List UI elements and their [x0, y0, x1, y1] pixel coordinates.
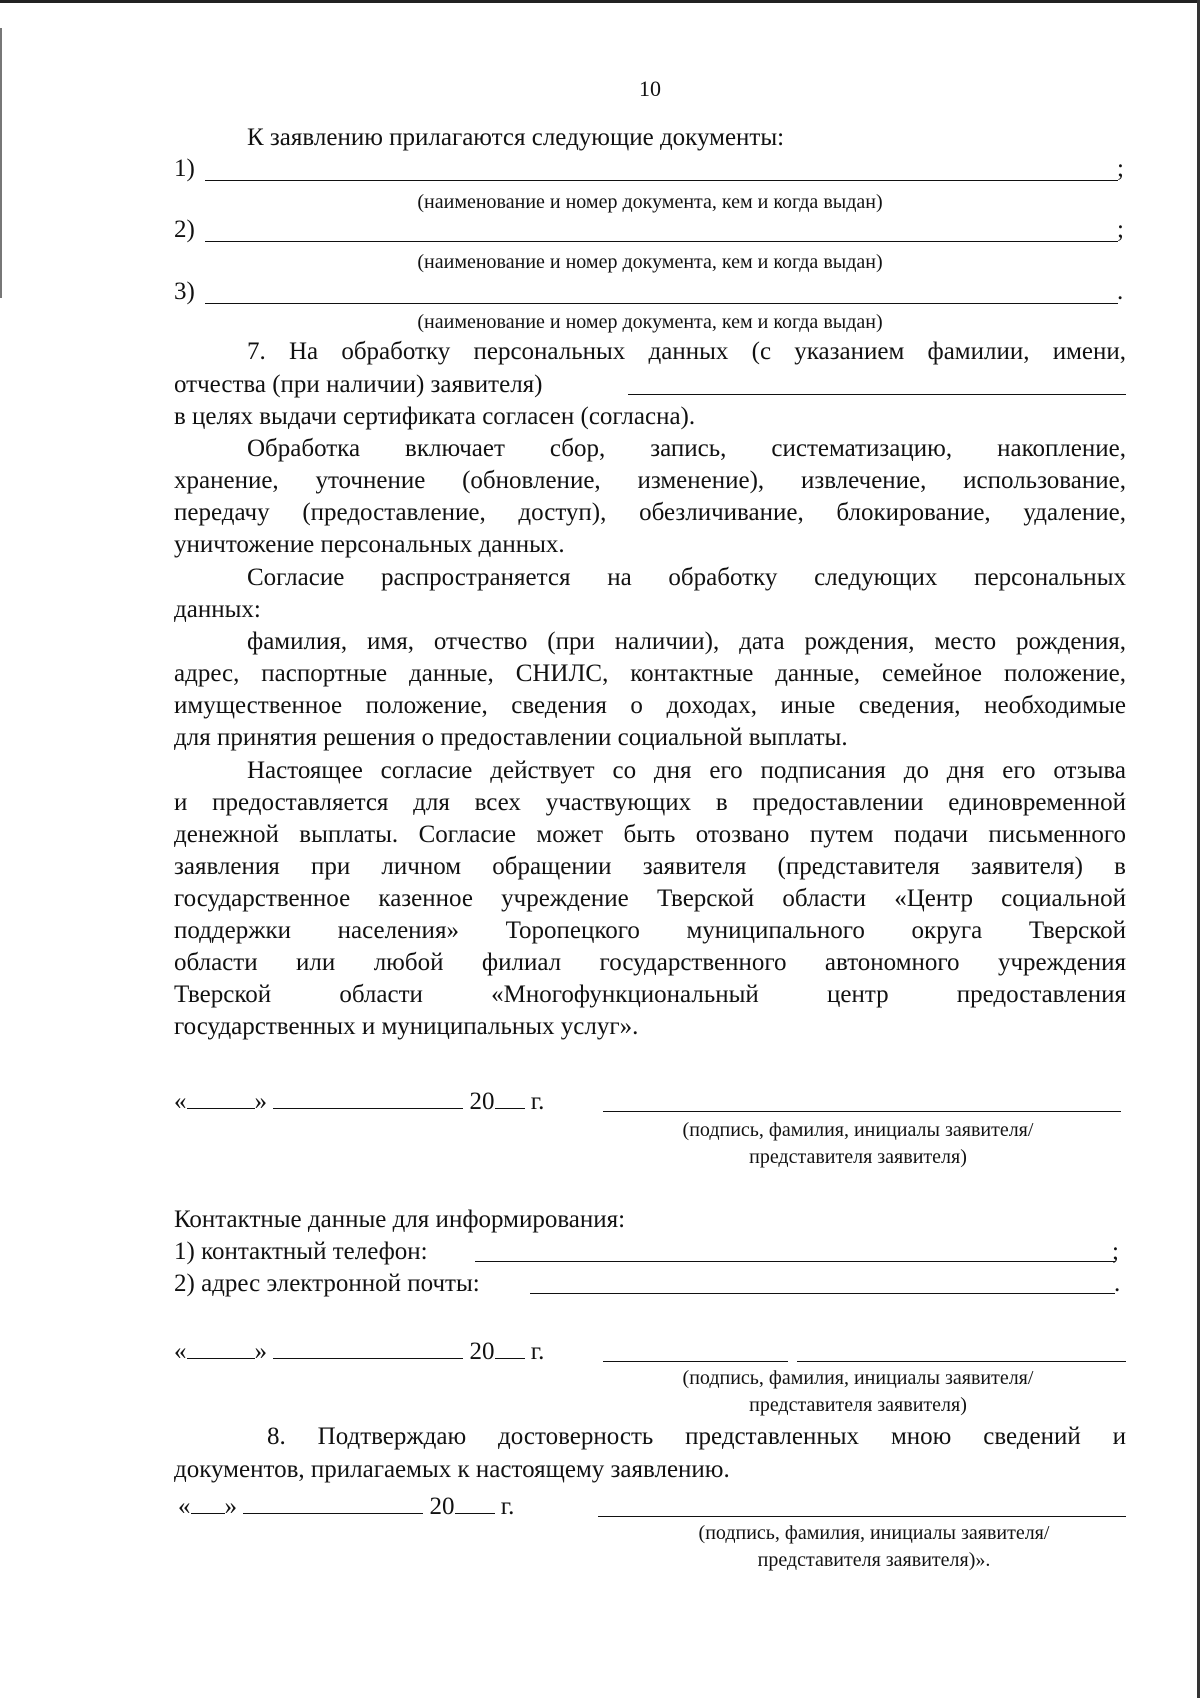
signature-caption-3a: (подпись, фамилия, инициалы заявителя/ — [698, 1522, 1050, 1544]
validity-line-8: Тверской области «Многофункциональный центр предоставления — [174, 981, 1126, 1008]
validity-line-4: заявления при личном обращении заявителя (представителя заявителя) в — [174, 853, 1126, 880]
processing-line-1: Обработка включает сбор, запись, систематизацию, накопление, — [247, 435, 1126, 462]
open-quote: « — [178, 1493, 191, 1520]
attachment-1-number: 1) — [174, 155, 195, 182]
day-field-3[interactable] — [191, 1491, 225, 1514]
day-field-1[interactable] — [187, 1086, 255, 1109]
phone-label: 1) контактный телефон: — [174, 1238, 428, 1265]
validity-line-9: государственных и муниципальных услуг». — [174, 1013, 639, 1040]
attachment-1-field[interactable] — [205, 180, 1118, 181]
fields-line-1: фамилия, имя, отчество (при наличии), дата рождения, место рождения, — [247, 628, 1126, 655]
validity-line-1: Настоящее согласие действует со дня его подписания до дня его отзыва — [247, 757, 1126, 784]
email-label: 2) адрес электронной почты: — [174, 1270, 480, 1297]
day-field-2[interactable] — [187, 1336, 255, 1359]
validity-line-5: государственное казенное учреждение Тверской области «Центр социальной — [174, 885, 1126, 912]
attachment-1-caption: (наименование и номер документа, кем и когда выдан) — [417, 191, 883, 213]
date-row-2 — [174, 1336, 544, 1367]
validity-line-2: и предоставляется для всех участвующих в предоставлении единовременной — [174, 789, 1126, 816]
open-quote: « — [174, 1338, 187, 1365]
phone-field[interactable] — [475, 1261, 1115, 1262]
signature-caption-3b: представителя заявителя)». — [757, 1549, 991, 1571]
validity-line-7: области или любой филиал государственного автономного учреждения — [174, 949, 1126, 976]
processing-line-3: передачу (предоставление, доступ), обезличивание, блокирование, удаление, — [174, 499, 1126, 526]
signature-field-1[interactable] — [603, 1111, 1121, 1112]
year-suffix: г. — [500, 1493, 515, 1520]
signature-caption-2a: (подпись, фамилия, инициалы заявителя/ — [682, 1367, 1034, 1389]
attachment-3-end: . — [1117, 278, 1124, 305]
processing-line-4: уничтожение персональных данных. — [174, 531, 565, 558]
month-field-3[interactable] — [243, 1491, 423, 1514]
year-prefix: 20 — [429, 1493, 455, 1520]
close-quote: » — [254, 1338, 267, 1365]
attachment-2-caption: (наименование и номер документа, кем и когда выдан) — [417, 251, 883, 273]
year-suffix: г. — [530, 1088, 545, 1115]
date-row-1 — [174, 1086, 544, 1117]
contacts-heading: Контактные данные для информирования: — [174, 1206, 626, 1233]
attachments-heading: К заявлению прилагаются следующие документы: — [247, 124, 785, 151]
p7-line-1: 7. На обработку персональных данных (с указанием фамилии, имени, — [247, 338, 1126, 365]
open-quote: « — [174, 1088, 187, 1115]
attachment-2-field[interactable] — [205, 241, 1118, 242]
p7-line-3: в целях выдачи сертификата согласен (согласна). — [174, 403, 696, 430]
month-field-2[interactable] — [273, 1336, 463, 1359]
attachment-3-caption: (наименование и номер документа, кем и когда выдан) — [417, 311, 883, 333]
applicant-name-field[interactable] — [628, 394, 1126, 395]
close-quote: » — [254, 1088, 267, 1115]
email-field[interactable] — [530, 1293, 1115, 1294]
signature-caption-1a: (подпись, фамилия, инициалы заявителя/ — [682, 1119, 1034, 1141]
date-row-3 — [178, 1491, 514, 1522]
p7-line-2: отчества (при наличии) заявителя) — [174, 371, 543, 398]
confirmation-line-1: 8. Подтверждаю достоверность представленных мною сведений и — [267, 1423, 1126, 1450]
fields-line-4: для принятия решения о предоставлении социальной выплаты. — [174, 724, 848, 751]
phone-end: ; — [1112, 1238, 1119, 1265]
year-field-2[interactable] — [495, 1336, 525, 1359]
processing-line-2: хранение, уточнение (обновление, изменение), извлечение, использование, — [174, 467, 1126, 494]
attachment-3-field[interactable] — [205, 303, 1118, 304]
close-quote: » — [224, 1493, 237, 1520]
scope-line-1: Согласие распространяется на обработку следующих персональных — [247, 564, 1126, 591]
attachment-2-number: 2) — [174, 216, 195, 243]
validity-line-6: поддержки населения» Торопецкого муниципального округа Тверской — [174, 917, 1126, 944]
year-field-1[interactable] — [495, 1086, 525, 1109]
email-end: . — [1114, 1270, 1121, 1297]
attachment-2-end: ; — [1117, 216, 1124, 243]
attachment-1-end: ; — [1117, 155, 1124, 182]
year-field-3[interactable] — [455, 1491, 495, 1514]
signature-field-2b[interactable] — [797, 1361, 1126, 1362]
fields-line-2: адрес, паспортные данные, СНИЛС, контактные данные, семейное положение, — [174, 660, 1126, 687]
scope-line-2: данных: — [174, 596, 261, 623]
signature-field-3[interactable] — [598, 1516, 1126, 1517]
month-field-1[interactable] — [273, 1086, 463, 1109]
signature-field-2a[interactable] — [603, 1361, 788, 1362]
fields-line-3: имущественное положение, сведения о доходах, иные сведения, необходимые — [174, 692, 1126, 719]
attachment-3-number: 3) — [174, 278, 195, 305]
scan-edge-top — [0, 0, 1200, 3]
year-prefix: 20 — [469, 1338, 495, 1365]
validity-line-3: денежной выплаты. Согласие может быть отозвано путем подачи письменного — [174, 821, 1126, 848]
confirmation-line-2: документов, прилагаемых к настоящему заявлению. — [174, 1456, 730, 1483]
signature-caption-1b: представителя заявителя) — [749, 1146, 967, 1168]
year-suffix: г. — [530, 1338, 545, 1365]
signature-caption-2b: представителя заявителя) — [749, 1394, 967, 1416]
page-number: 10 — [639, 76, 661, 101]
year-prefix: 20 — [469, 1088, 495, 1115]
